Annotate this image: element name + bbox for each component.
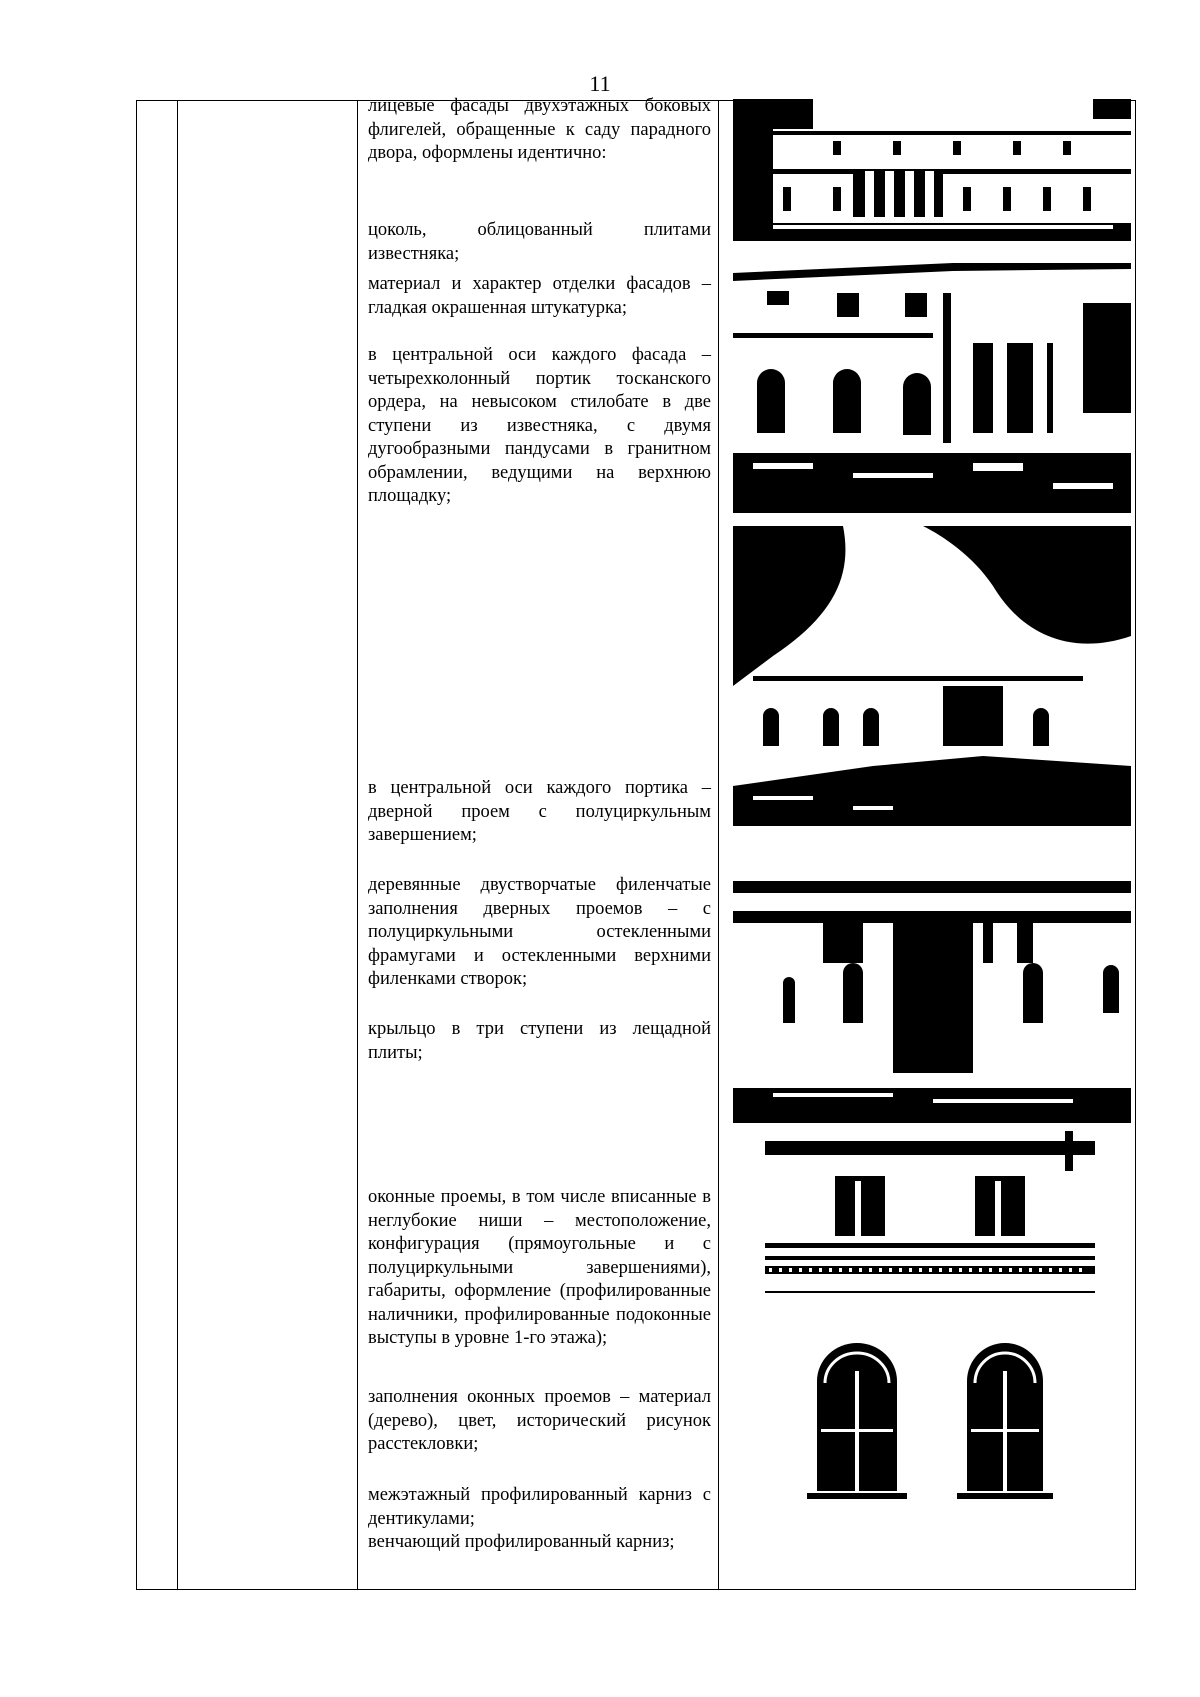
paragraph: деревянные двустворчатые филенчатые заполнения дверных проемов – с полуциркульными остекленными фрамугами и остекленными верхними филенками створок;: [368, 875, 711, 989]
column-divider: [718, 101, 719, 1589]
wing-facade-overview-photo: [733, 99, 1131, 241]
portico-entrance-photo: [733, 863, 1131, 1123]
page-number: 11: [589, 71, 611, 96]
document-table: [136, 96, 1136, 1590]
paragraph: лицевые фасады двухэтажных боковых флигелей, обращенные к саду парадного двора, оформлены идентично:: [368, 96, 711, 163]
paragraph: оконные проемы, в том числе вписанные в неглубокие ниши – местоположение, конфигурация (прямоугольные и с полуциркульными завершениями), габариты, оформление (профилированные наличники, профилированные подоконные выступы в уровне 1-го этажа);: [368, 1187, 711, 1348]
paragraph: материал и характер отделки фасадов – гладкая окрашенная штукатурка;: [368, 274, 711, 318]
paragraph: в центральной оси каждого портика – дверной проем с полуциркульным завершением;: [368, 778, 711, 845]
column-divider: [357, 101, 358, 1589]
paragraph: заполнения оконных проемов – материал (дерево), цвет, исторический рисунок расстекловки;: [368, 1387, 711, 1454]
paragraph: венчающий профилированный карниз;: [368, 1532, 675, 1552]
paragraph: межэтажный профилированный карниз с дентикулами;: [368, 1485, 711, 1529]
windows-cornice-detail-photo: [765, 1131, 1095, 1311]
column-divider: [177, 101, 178, 1589]
paragraph: крыльцо в три ступени из лещадной плиты;: [368, 1019, 711, 1063]
paragraph: цоколь, облицованный плитами известняка;: [368, 220, 711, 264]
portico-corner-photo: [733, 263, 1131, 513]
paragraph: в центральной оси каждого фасада – четырехколонный портик тосканского ордера, на невысоком стилобате в две ступени из известняка, с двумя дугообразными пандусами в гранитном обрамлении, ведущими на верхнюю площадку;: [368, 345, 711, 506]
facade-under-trees-photo: [733, 526, 1131, 826]
arched-windows-detail-photo: [777, 1341, 1097, 1511]
